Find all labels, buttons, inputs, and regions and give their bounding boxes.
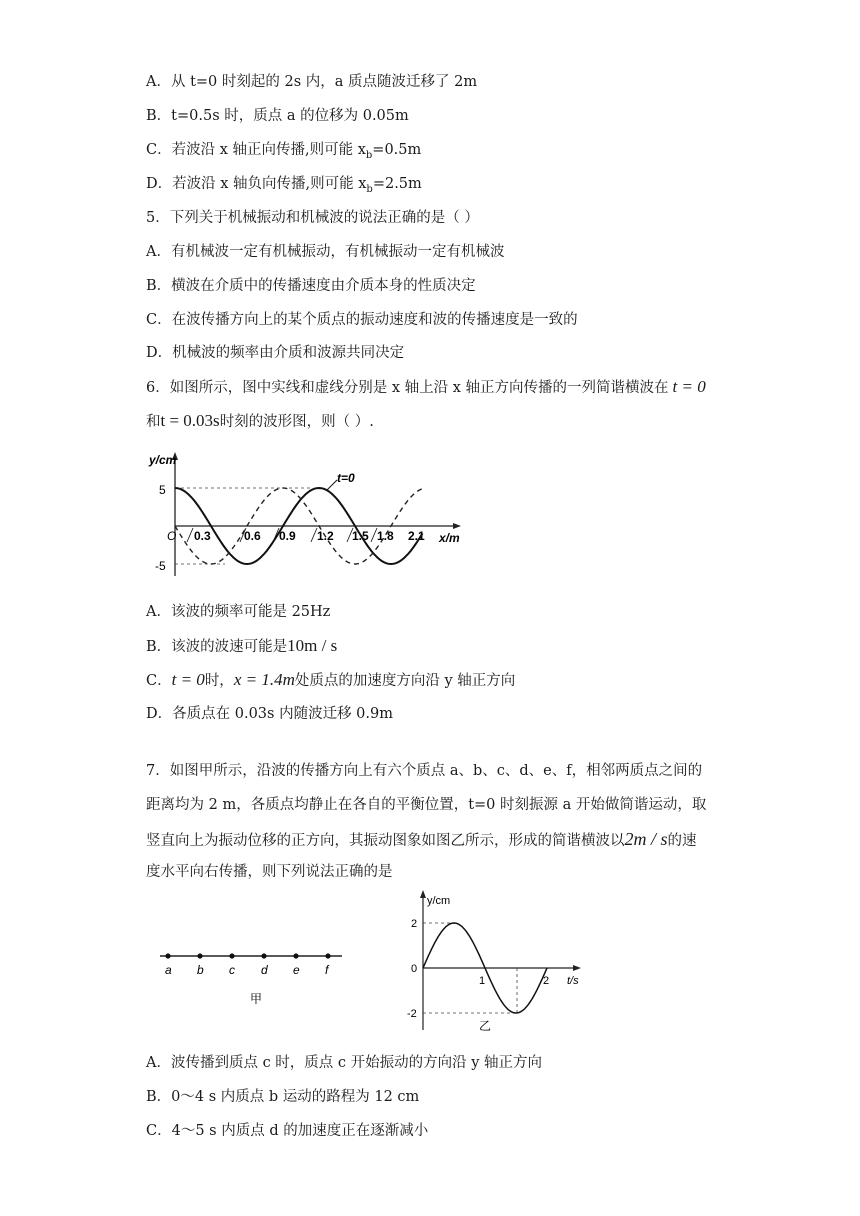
q6-x-tick-2.1: 2.1: [408, 529, 425, 543]
q7-jia-point-a: [165, 953, 170, 958]
q7-yi-y-tick-0: 0: [411, 963, 418, 975]
q7-yi-x-label: t/s: [567, 975, 579, 987]
q7-stem-line2: 距离均为 2 m，各质点均静止在各自的平衡位置，t=0 时刻振源 a 开始做简谐运动，取: [146, 797, 707, 813]
q6-y-tick-neg5: -5: [155, 559, 166, 573]
q6-x-tick-1.5: 1.5: [352, 529, 369, 543]
q4-option-c: C．若波沿 x 轴正向传播,则可能 $x_b=0.5m$: [146, 142, 422, 161]
q6-x-tick-0.3: 0.3: [194, 529, 211, 543]
q6-x-label: x/m: [439, 531, 460, 545]
q7-jia-point-e: [293, 953, 298, 958]
q7-jia-label-e: e: [293, 963, 300, 977]
q6-x-tick-0.9: 0.9: [279, 529, 296, 543]
q7-yi-y-arrow: [420, 890, 426, 898]
q6-label-pointer: [327, 480, 337, 490]
q6-stem-line2: 和t = 0.03s时刻的波形图，则（ ）.: [146, 411, 374, 430]
q6-y-label: y/cm: [149, 453, 177, 467]
q4-option-b: B．t=0.5s 时，质点 a 的位移为 0.05m: [146, 108, 409, 124]
q7-jia-point-f: [325, 953, 330, 958]
q7-figure-yi: [395, 890, 595, 1035]
q6-x-tick-1.2: 1.2: [317, 529, 334, 543]
q7-jia-point-c: [229, 953, 234, 958]
q7-jia-caption: 甲: [250, 992, 263, 1006]
q6-stem-line1: 6．如图所示，图中实线和虚线分别是 x 轴上沿 x 轴正方向传播的一列简谐横波在 t = 0: [146, 377, 706, 396]
q7-jia-label-b: b: [197, 963, 204, 977]
q7-jia-point-b: [197, 953, 202, 958]
q7-yi-caption: 乙: [479, 1019, 492, 1033]
q5-option-a: A．有机械波一定有机械振动，有机械振动一定有机械波: [146, 244, 505, 260]
q6-option-d: D．各质点在 0.03s 内随波迁移 0.9m: [146, 706, 393, 722]
q7-jia-point-d: [261, 953, 266, 958]
q7-yi-x-tick-2: 2: [543, 975, 550, 987]
q7-jia-label-d: d: [261, 963, 268, 977]
q5-option-c: C．在波传播方向上的某个质点的振动速度和波的传播速度是一致的: [146, 312, 578, 328]
q7-stem-line4: 度水平向右传播，则下列说法正确的是: [146, 864, 393, 880]
q7-option-c: C．4～5 s 内质点 d 的加速度正在逐渐减小: [146, 1123, 429, 1139]
q7-option-a: A．波传播到质点 c 时，质点 c 开始振动的方向沿 y 轴正方向: [146, 1055, 543, 1071]
q5-option-d: D．机械波的频率由介质和波源共同决定: [146, 345, 405, 361]
q4-option-a: A．从 t=0 时刻起的 2s 内，a 质点随波迁移了 2m: [146, 74, 478, 90]
q7-option-b: B．0～4 s 内质点 b 运动的路程为 12 cm: [146, 1089, 420, 1105]
q7-jia-label-f: f: [325, 963, 329, 977]
q6-x-tick-1.8: 1.8: [377, 529, 394, 543]
q7-yi-y-tick-2: 2: [411, 918, 418, 930]
q6-y-tick-5: 5: [159, 483, 166, 497]
q4-option-d: D．若波沿 x 轴负向传播,则可能 $x_b=2.5m$: [146, 176, 422, 195]
q7-yi-x-arrow: [573, 965, 581, 971]
q5-stem: 5．下列关于机械振动和机械波的说法正确的是（ ）: [146, 210, 479, 226]
q6-option-c: C．t = 0时，x = 1.4m处质点的加速度方向沿 y 轴正方向: [146, 670, 516, 689]
q6-option-b: B．该波的波速可能是10m / s: [146, 636, 338, 655]
q6-x-tick-0.6: 0.6: [244, 529, 261, 543]
q7-stem-line3: 竖直向上为振动位移的正方向，其振动图象如图乙所示，形成的简谐横波以2m / s的速: [146, 829, 697, 849]
q7-jia-label-c: c: [229, 963, 235, 977]
q7-yi-x-tick-1: 1: [479, 975, 486, 987]
q6-curve-label: t=0: [337, 471, 355, 485]
q7-jia-label-a: a: [165, 963, 172, 977]
q7-yi-y-tick-neg2: -2: [407, 1008, 417, 1020]
q6-x-axis-arrow: [453, 523, 461, 529]
q7-figure-jia: [160, 945, 350, 1015]
q6-wave-figure: [145, 448, 465, 580]
q6-option-a: A．该波的频率可能是 25Hz: [146, 604, 331, 620]
q6-origin-label: O: [167, 529, 177, 543]
q7-stem-line1: 7．如图甲所示，沿波的传播方向上有六个质点 a、b、c、d、e、f，相邻两质点之间的: [146, 763, 703, 779]
q7-yi-y-label: y/cm: [427, 895, 451, 907]
q5-option-b: B．横波在介质中的传播速度由介质本身的性质决定: [146, 278, 476, 294]
